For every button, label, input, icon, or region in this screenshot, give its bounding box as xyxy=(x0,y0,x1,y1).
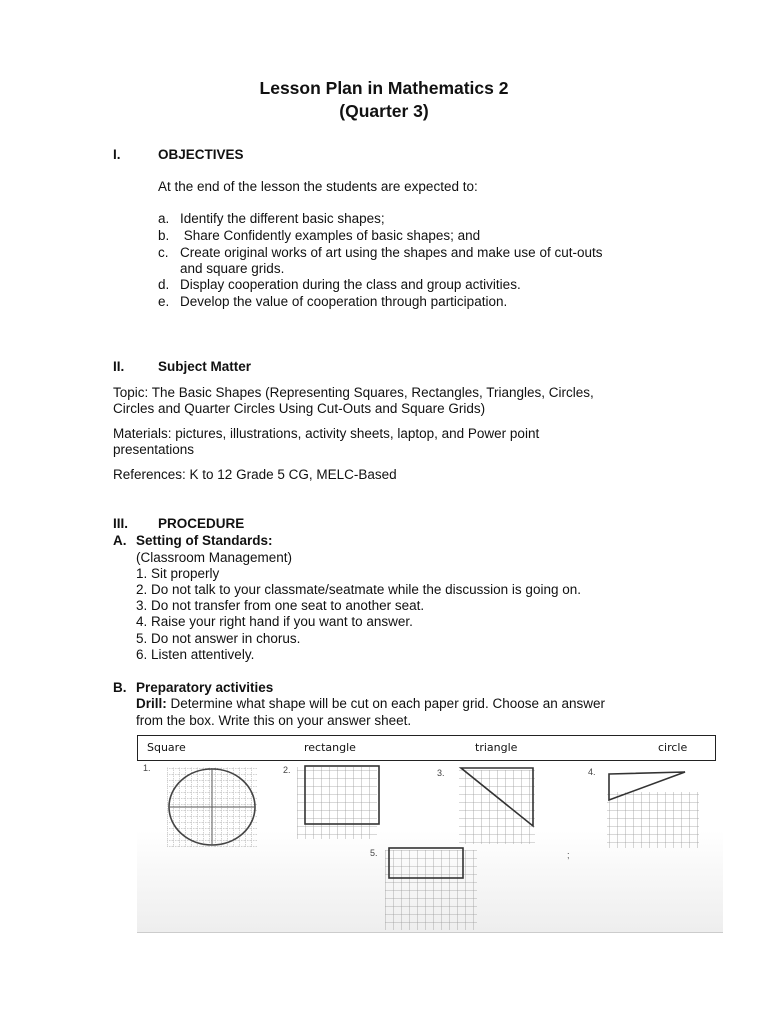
answer-choices-box xyxy=(137,735,716,761)
list-letter: b. xyxy=(158,228,170,243)
list-item-continuation: and square grids. xyxy=(180,261,285,276)
grid-figures-image xyxy=(137,762,723,933)
choice-triangle: triangle xyxy=(475,741,518,754)
materials-line: Materials: pictures, illustrations, activity sheets, laptop, and Power point xyxy=(113,426,540,441)
list-item: 3. Do not transfer from one seat to another seat. xyxy=(136,598,425,613)
drill-text: Determine what shape will be cut on each paper grid. Choose an answer xyxy=(166,696,606,711)
figure-5-rectangle-grid xyxy=(385,848,477,930)
list-item: Create original works of art using the shapes and make use of cut-outs xyxy=(180,245,603,260)
choice-rectangle: rectangle xyxy=(304,741,356,754)
list-item: Develop the value of cooperation through participation. xyxy=(180,294,508,309)
section-heading-objectives: OBJECTIVES xyxy=(158,147,244,162)
list-item: 6. Listen attentively. xyxy=(136,647,255,662)
section-numeral: I. xyxy=(113,147,121,162)
drill-instruction xyxy=(136,696,605,711)
list-letter: d. xyxy=(158,277,170,292)
figure-number: 4. xyxy=(588,767,596,777)
list-item: 1. Sit properly xyxy=(136,566,220,581)
references-line: References: K to 12 Grade 5 CG, MELC-Based xyxy=(113,467,397,482)
figure-number: 2. xyxy=(283,765,291,775)
page-title: Lesson Plan in Mathematics 2 xyxy=(259,78,509,98)
list-letter: e. xyxy=(158,294,170,309)
stray-mark: ; xyxy=(567,850,570,860)
list-letter: c. xyxy=(158,245,169,260)
list-item: Share Confidently examples of basic shapes; and xyxy=(180,228,481,243)
figure-number: 3. xyxy=(437,768,445,778)
list-item: 2. Do not talk to your classmate/seatmate while the discussion is going on. xyxy=(136,582,581,597)
list-letter: a. xyxy=(158,211,170,226)
figure-2-rectangle-grid xyxy=(297,766,379,839)
figure-number: 5. xyxy=(370,848,378,858)
subsection-letter: A. xyxy=(113,533,127,548)
list-item: Display cooperation during the class and group activities. xyxy=(180,277,521,292)
list-item: Identify the different basic shapes; xyxy=(180,211,385,226)
subsection-heading-standards: Setting of Standards: xyxy=(136,533,273,548)
figure-3-triangle-grid xyxy=(459,768,535,844)
section-numeral: II. xyxy=(113,359,125,374)
subsection-letter: B. xyxy=(113,680,127,695)
list-item: 4. Raise your right hand if you want to answer. xyxy=(136,614,413,629)
section-heading-procedure: PROCEDURE xyxy=(158,516,245,531)
topic-line: Circles and Quarter Circles Using Cut-Outs and Square Grids) xyxy=(113,401,486,416)
choice-square: Square xyxy=(147,741,186,754)
figure-number: 1. xyxy=(143,763,151,773)
drill-instruction-continuation: from the box. Write this on your answer sheet. xyxy=(136,713,412,728)
list-item: 5. Do not answer in chorus. xyxy=(136,631,301,646)
topic-line: Topic: The Basic Shapes (Representing Squares, Rectangles, Triangles, Circles, xyxy=(113,385,594,400)
figure-1-circle-grid xyxy=(167,767,257,847)
section-heading-subject-matter: Subject Matter xyxy=(158,359,252,374)
list-item: (Classroom Management) xyxy=(136,550,293,565)
page-subtitle: (Quarter 3) xyxy=(339,101,429,121)
choice-circle: circle xyxy=(658,741,688,754)
section-numeral: III. xyxy=(113,516,129,531)
objectives-intro: At the end of the lesson the students are expected to: xyxy=(158,179,478,194)
materials-line: presentations xyxy=(113,442,195,457)
figure-4-triangle-grid xyxy=(607,772,699,848)
drill-label: Drill: xyxy=(136,696,167,711)
subsection-heading-preparatory: Preparatory activities xyxy=(136,680,274,695)
